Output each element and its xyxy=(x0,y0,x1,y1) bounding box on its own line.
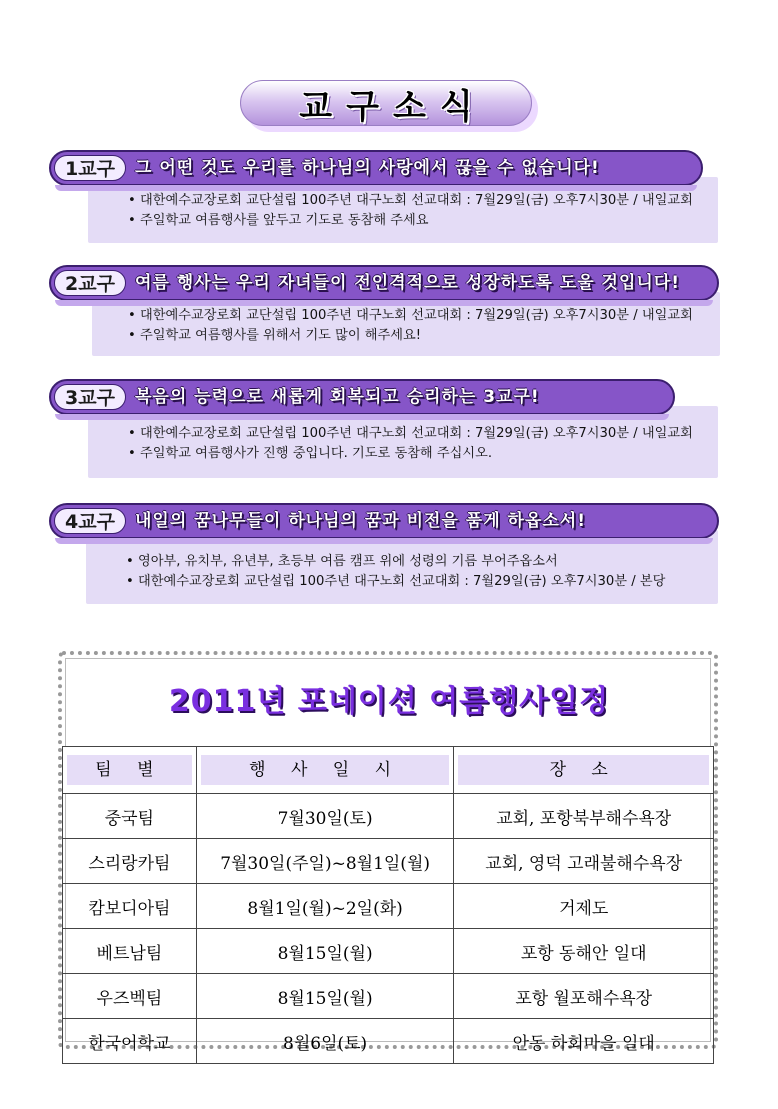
bullet-list xyxy=(128,306,693,346)
district-headline: 여름 행사는 우리 자녀들이 전인격적으로 성장하도록 도울 것입니다! xyxy=(135,273,680,293)
district-banner xyxy=(49,503,719,539)
district-label: 3교구 xyxy=(54,384,126,410)
page-title: 교구소식 xyxy=(299,86,487,127)
table-row xyxy=(63,929,714,974)
list-item: • 주일학교 여름행사를 위해서 기도 많이 해주세요! xyxy=(128,328,422,343)
bullet-list xyxy=(128,191,693,231)
date-cell: 7월30일(토) xyxy=(196,794,454,839)
district-headline: 내일의 꿈나무들이 하나님의 꿈과 비전을 품게 하옵소서! xyxy=(135,511,586,531)
date-cell: 8월1일(월)~2일(화) xyxy=(196,884,454,929)
place-cell: 포항 월포해수욕장 xyxy=(454,974,714,1019)
place-cell: 교회, 영덕 고래불해수욕장 xyxy=(454,839,714,884)
team-cell: 캄보디아팀 xyxy=(63,884,197,929)
table-row xyxy=(63,794,714,839)
team-cell: 스리랑카팀 xyxy=(63,839,197,884)
date-cell: 7월30일(주일)~8월1일(월) xyxy=(196,839,454,884)
list-item: • 대한예수교장로회 교단설립 100주년 대구노회 선교대회 : 7월29일(금) 오후7시30분 / 내일교회 xyxy=(128,193,693,208)
column-header-place: 장 소 xyxy=(454,747,714,794)
list-item: • 대한예수교장로회 교단설립 100주년 대구노회 선교대회 : 7월29일(금) 오후7시30분 / 내일교회 xyxy=(128,308,693,323)
list-item: • 주일학교 여름행사가 진행 중입니다. 기도로 동참해 주십시오. xyxy=(128,446,493,461)
list-item: • 대한예수교장로회 교단설립 100주년 대구노회 선교대회 : 7월29일(금) 오후7시30분 / 내일교회 xyxy=(128,426,693,441)
column-header-team: 팀 별 xyxy=(63,747,197,794)
team-cell: 중국팀 xyxy=(63,794,197,839)
team-cell: 우즈벡팀 xyxy=(63,974,197,1019)
table-row xyxy=(63,884,714,929)
list-item: • 영아부, 유치부, 유년부, 초등부 여름 캠프 위에 성령의 기름 부어주옵소서 xyxy=(126,554,558,569)
bullet-list xyxy=(126,552,665,592)
district-banner xyxy=(49,265,719,301)
district-label: 1교구 xyxy=(54,155,126,181)
title-pill xyxy=(240,80,532,126)
table-row xyxy=(63,1019,714,1064)
place-cell: 거제도 xyxy=(454,884,714,929)
district-banner xyxy=(49,150,703,186)
table-header-row xyxy=(63,747,714,794)
place-cell: 교회, 포항북부해수욕장 xyxy=(454,794,714,839)
list-item: • 대한예수교장로회 교단설립 100주년 대구노회 선교대회 : 7월29일(금) 오후7시30분 / 본당 xyxy=(126,574,666,589)
page-title-badge xyxy=(240,80,538,132)
district-label: 4교구 xyxy=(54,508,126,534)
date-cell: 8월6일(토) xyxy=(196,1019,454,1064)
district-headline: 복음의 능력으로 새롭게 회복되고 승리하는 3교구! xyxy=(135,387,540,407)
team-cell: 베트남팀 xyxy=(63,929,197,974)
district-headline: 그 어떤 것도 우리를 하나님의 사랑에서 끊을 수 없습니다! xyxy=(135,158,600,178)
schedule-table xyxy=(62,746,714,1064)
team-cell: 한국어학교 xyxy=(63,1019,197,1064)
district-banner xyxy=(49,379,675,415)
date-cell: 8월15일(월) xyxy=(196,974,454,1019)
district-label: 2교구 xyxy=(54,270,126,296)
table-row xyxy=(63,974,714,1019)
date-cell: 8월15일(월) xyxy=(196,929,454,974)
schedule-title: 2011년 포네이션 여름행사일정 xyxy=(168,684,610,719)
place-cell: 안동 하회마을 일대 xyxy=(454,1019,714,1064)
list-item: • 주일학교 여름행사를 앞두고 기도로 동참해 주세요 xyxy=(128,213,429,228)
bullet-list xyxy=(128,424,693,464)
place-cell: 포항 동해안 일대 xyxy=(454,929,714,974)
table-row xyxy=(63,839,714,884)
column-header-date: 행 사 일 시 xyxy=(196,747,454,794)
